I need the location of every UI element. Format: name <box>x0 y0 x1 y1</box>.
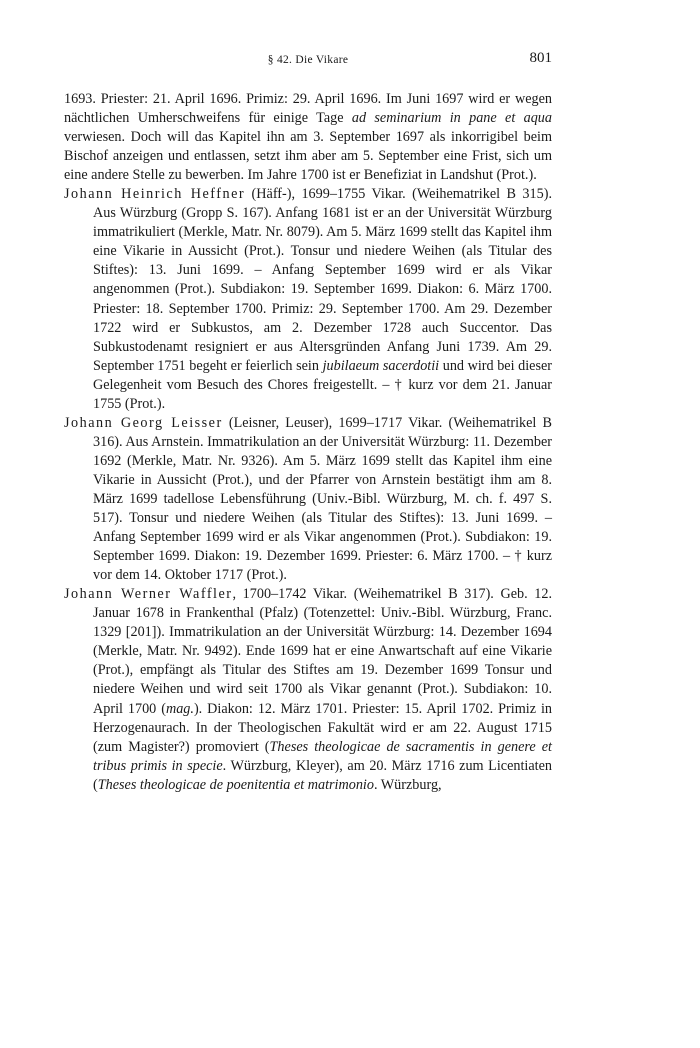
latin-phrase: jubilaeum sacerdotii <box>322 357 440 374</box>
person-name: Johann Werner Waffler <box>64 586 233 603</box>
person-name: Johann Georg Leisser <box>64 414 223 431</box>
thesis-title: Theses theologicae de sacramentis in genere et tribus primis in specie <box>93 738 552 774</box>
entry-waffler <box>64 585 552 795</box>
text-run: und wird bei dieser Gelegenheit vom Besuch des Chores freigestellt. – † kurz vor dem 21. Januar 1755 (Prot.). <box>93 357 552 412</box>
latin-abbrev: mag. <box>165 700 194 717</box>
text-run: . Würzburg, <box>373 776 442 793</box>
text-run: . Würzburg, Kleyer), am 20. März 1716 zum Licentiaten ( <box>93 757 552 793</box>
text-run: 1693. Priester: 21. April 1696. Primiz: 29. April 1696. Im Juni 1697 wird er wegen nächtlichen Umherschweifens für einige Tage <box>64 91 552 127</box>
person-name: Johann Heinrich Heffner <box>64 186 246 203</box>
text-run: ). Diakon: 12. März 1701. Priester: 15. April 1702. Primiz in Herzogenaurach. In der Theologischen Fakultät wird er am 22. August 1715 (zum Magister?) promoviert ( <box>93 700 552 755</box>
latin-phrase: ad seminarium in pane et aqua <box>351 110 552 127</box>
entry-heffner <box>64 185 552 414</box>
section-title: § 42. Die Vikare <box>267 54 349 66</box>
text-run: (Häff-), 1699–1755 Vikar. (Weihematrikel B 315). Aus Würzburg (Gropp S. 167). Anfang 1681 ist er an der Universität Würzburg immatrikuliert (Merkle, Matr. Nr. 8079). Am 5. März 1699 stellt das Kapitel ihm eine Vikarie in Aussicht (Prot.). Tonsur und niedere Weihen (als Titular des Stiftes): 13. Juni 1699. – Anfang September 1699 wird er als Vikar angenommen (Prot.). Subdiakon: 19. September 1699. Diakon: 6. März 1700. Priester: 18. September 1700. Primiz: 29. September 1700. Am 29. Dezember 1722 wird er Subkustos, am 2. Dezember 1728 auch Succentor. Das Subkustodenamt resigniert er aus Altersgründen Anfang Juni 1739. Am 29. September 1751 begeht er feierlich sein <box>93 186 552 374</box>
entry-continuation <box>64 90 552 185</box>
body-text <box>64 90 552 795</box>
text-run: , 1700–1742 Vikar. (Weihematrikel B 317). Geb. 12. Januar 1678 in Frankenthal (Pfalz) (Totenzettel: Univ.-Bibl. Würzburg, Franc. 1329 [201]). Immatrikulation an der Universität Würzburg: 14. Dezember 1694 (Merkle, Matr. Nr. 9492). Ende 1699 hat er eine Anwartschaft auf eine Vikarie (Prot.), empfängt als Titular des Stiftes am 19. Dezember 1699 Tonsur und niedere Weihen und wird seit 1700 als Vikar genannt (Prot.). Subdiakon: 10. April 1700 ( <box>93 586 552 717</box>
thesis-title: Theses theologicae de poenitentia et matrimonio <box>97 776 374 793</box>
entry-leisser <box>64 414 552 585</box>
running-header <box>64 50 552 72</box>
text-run: verwiesen. Doch will das Kapitel ihn am 3. September 1697 als inkorrigibel beim Bischof anzeigen und entlassen, setzt ihm aber am 5. September eine Frist, sich um eine andere Stelle zu bewerben. Im Jahre 1700 ist er Benefiziat in Landshut (Prot.). <box>64 129 552 184</box>
text-run: (Leisner, Leuser), 1699–1717 Vikar. (Weihematrikel B 316). Aus Arnstein. Immatrikulation an der Universität Würzburg: 11. Dezember 1692 (Merkle, Matr. Nr. 9326). Am 5. März 1699 stellt das Kapitel ihm eine Vikarie in Aussicht (Prot.), und der Pfarrer von Arnstein bestätigt ihm am 8. März 1699 tadellose Lebensführung (Univ.-Bibl. Würzburg, M. ch. f. 497 S. 517). Tonsur und niedere Weihen (als Titular des Stiftes): 13. Juni 1699. – Anfang September 1699 wird er als Vikar angenommen (Prot.). Subdiakon: 19. September 1699. Diakon: 19. Dezember 1699. Priester: 6. März 1700. – † kurz vor dem 14. Oktober 1717 (Prot.). <box>93 414 552 584</box>
page-number: 801 <box>529 50 552 66</box>
